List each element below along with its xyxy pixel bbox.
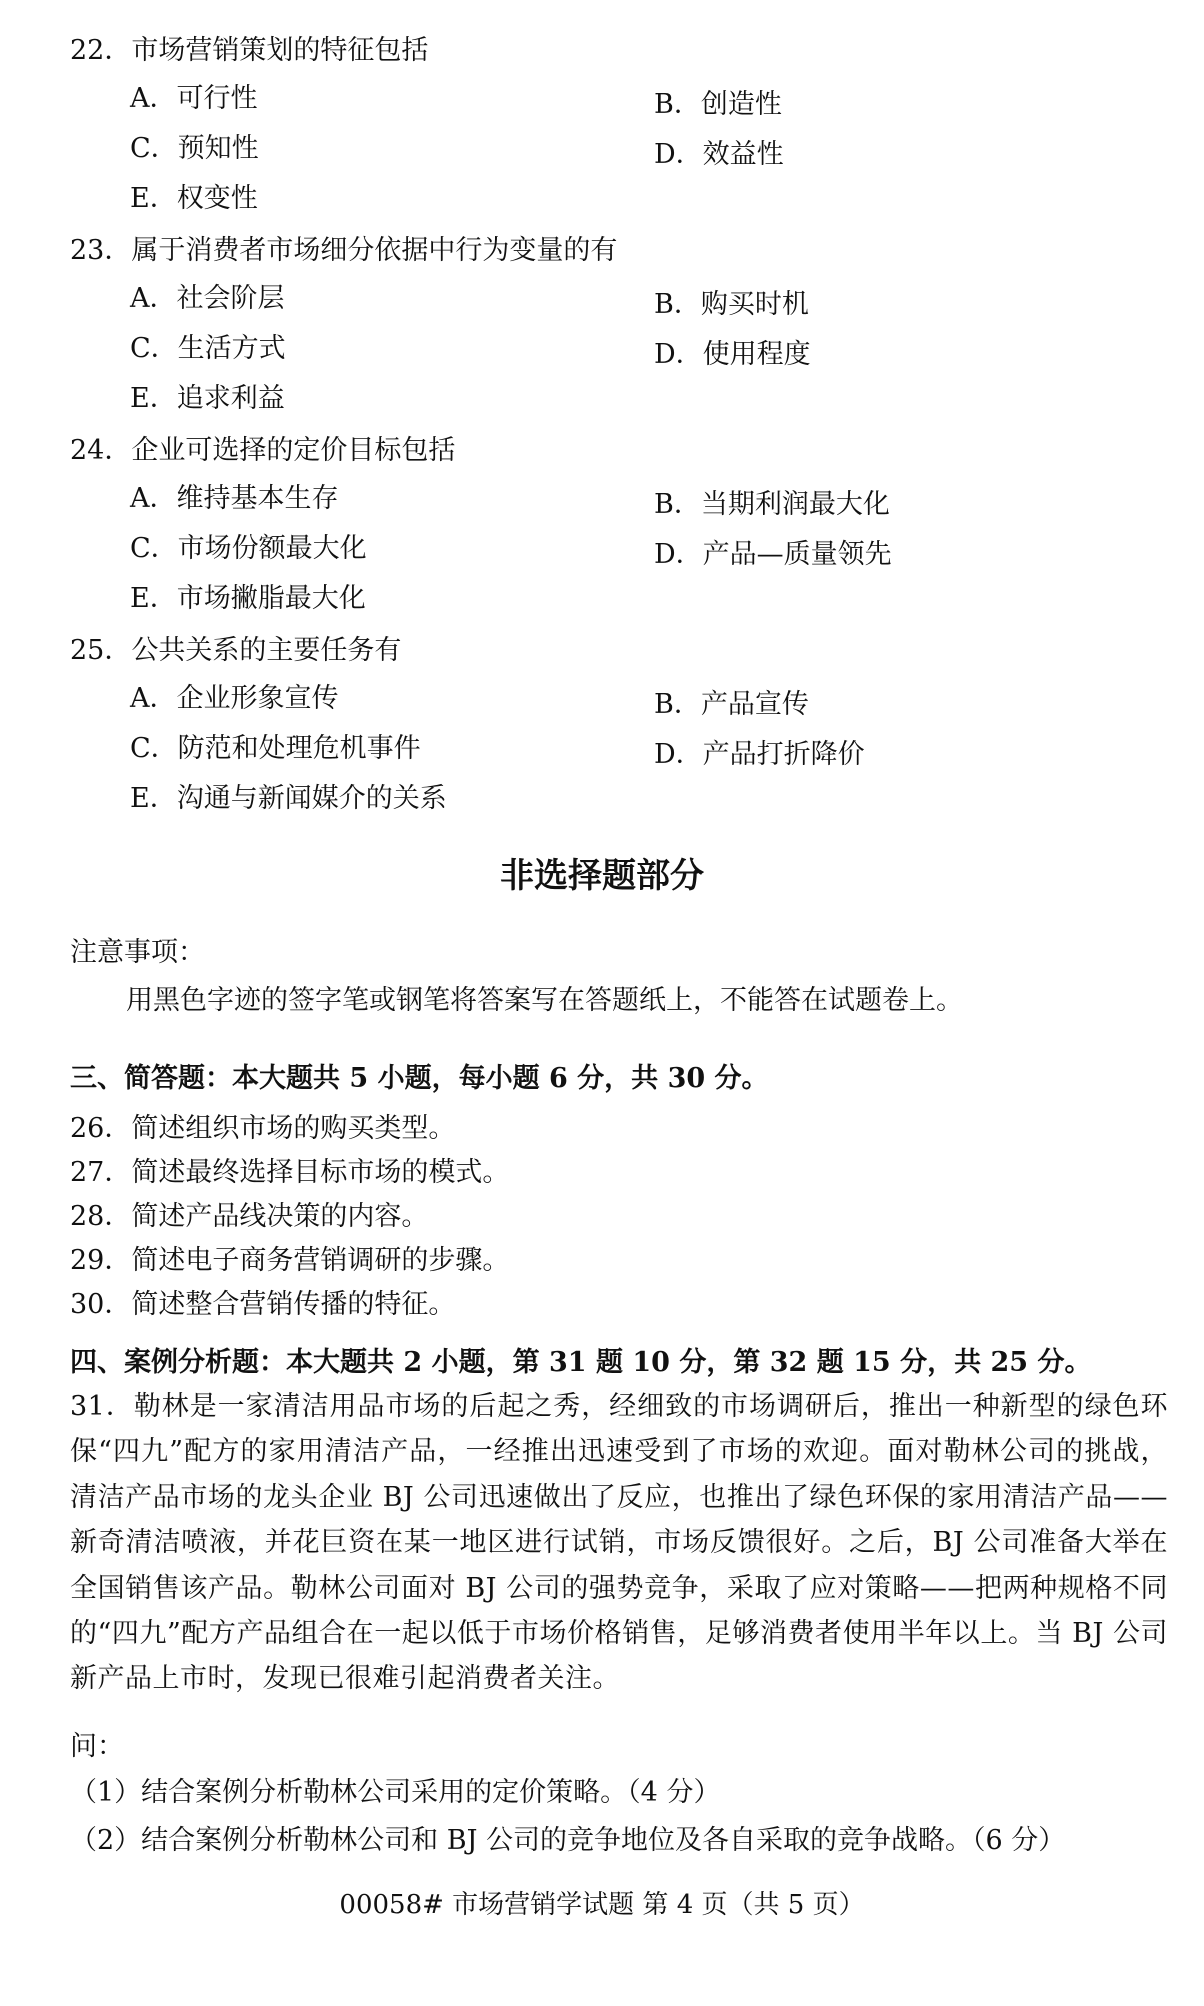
question-25-stem: 25．公共关系的主要任务有: [70, 635, 402, 666]
question-22-option-b: B．创造性: [654, 89, 782, 120]
page-footer: 00058# 市场营销学试题 第 4 页（共 5 页）: [339, 1890, 865, 1920]
question-23-option-b: B．购买时机: [654, 289, 809, 320]
sub-question-2: （2）结合案例分析勒林公司和 BJ 公司的竞争地位及各自采取的竞争战略。（6 分）: [70, 1825, 1066, 1856]
question-25-option-d: D．产品打折降价: [654, 739, 865, 770]
question-23-option-d: D．使用程度: [654, 339, 811, 370]
question-22-stem: 22．市场营销策划的特征包括: [70, 35, 429, 66]
question-25-option-c: C．防范和处理危机事件: [130, 733, 421, 764]
question-25-option-b: B．产品宣传: [654, 689, 809, 720]
case-31-text: 31．勒林是一家清洁用品市场的后起之秀，经细致的市场调研后，推出一种新型的绿色环保“四九”配方的家用清洁产品，一经推出迅速受到了市场的欢迎。面对勒林公司的挑战，清洁产品市场的龙头企业 BJ 公司迅速做出了反应，也推出了绿色环保的家用清洁产品——新奇清洁喷液，并花巨资在某一地区进行试销，市场反馈很好。之后，BJ 公司准备大举在全国销售该产品。勒林公司面对 BJ 公司的强势竞争，采取了应对策略——把两种规格不同的“四九”配方产品组合在一起以低于市场价格销售，足够消费者使用半年以上。当 BJ 公司新产品上市时，发现已很难引起消费者关注。: [70, 1391, 1168, 1695]
question-27: 27．简述最终选择目标市场的模式。: [70, 1157, 510, 1188]
question-23-option-c: C．生活方式: [130, 333, 286, 364]
question-22-option-d: D．效益性: [654, 139, 784, 170]
question-28: 28．简述产品线决策的内容。: [70, 1201, 429, 1232]
question-26: 26．简述组织市场的购买类型。: [70, 1113, 456, 1144]
sub-question-1: （1）结合案例分析勒林公司采用的定价策略。（4 分）: [70, 1777, 721, 1808]
ask-label: 问：: [70, 1731, 124, 1762]
question-22-option-e: E．权变性: [130, 183, 258, 214]
question-23-stem: 23．属于消费者市场细分依据中行为变量的有: [70, 235, 618, 266]
question-29: 29．简述电子商务营销调研的步骤。: [70, 1245, 510, 1276]
section-title: 非选择题部分: [500, 856, 704, 896]
part3-heading: 三、简答题：本大题共 5 小题，每小题 6 分，共 30 分。: [70, 1063, 769, 1094]
part4-heading: 四、案例分析题：本大题共 2 小题，第 31 题 10 分，第 32 题 15 分，共 25 分。: [70, 1347, 1092, 1378]
notice-text: 用黑色字迹的签字笔或钢笔将答案写在答题纸上，不能答在试题卷上。: [126, 985, 963, 1016]
notice-label: 注意事项：: [70, 937, 205, 968]
question-23-option-a: A．社会阶层: [130, 283, 285, 314]
question-23-option-e: E．追求利益: [130, 383, 285, 414]
question-24-option-d: D．产品—质量领先: [654, 539, 892, 570]
question-24-option-b: B．当期利润最大化: [654, 489, 890, 520]
question-22-option-a: A．可行性: [130, 83, 258, 114]
question-30: 30．简述整合营销传播的特征。: [70, 1289, 456, 1320]
question-22-option-c: C．预知性: [130, 133, 259, 164]
question-24-option-e: E．市场撇脂最大化: [130, 583, 366, 614]
question-25-option-e: E．沟通与新闻媒介的关系: [130, 783, 447, 814]
question-24-option-a: A．维持基本生存: [130, 483, 339, 514]
question-25-option-a: A．企业形象宣传: [130, 683, 339, 714]
question-24-option-c: C．市场份额最大化: [130, 533, 367, 564]
question-24-stem: 24．企业可选择的定价目标包括: [70, 435, 456, 466]
